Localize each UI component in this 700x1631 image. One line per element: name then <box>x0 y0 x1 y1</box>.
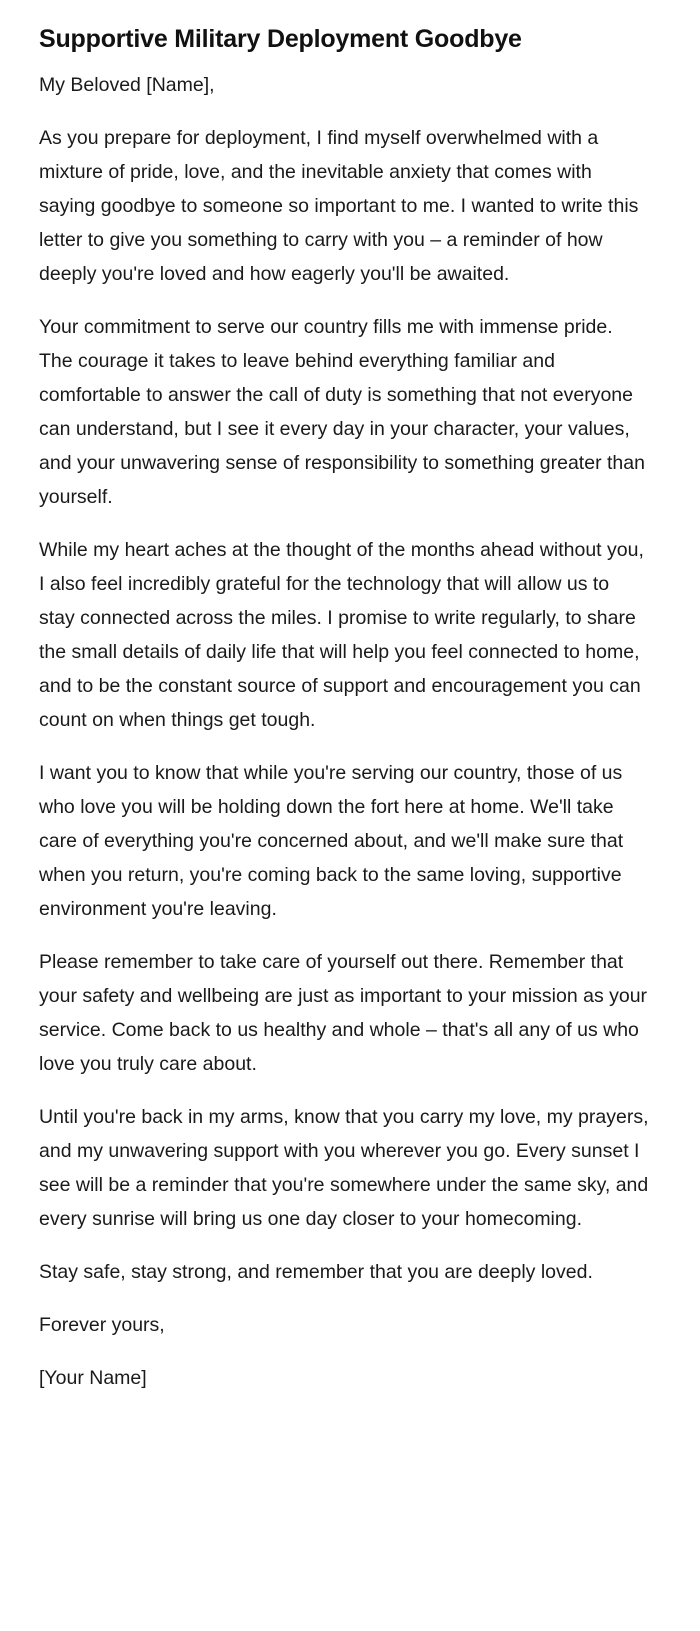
letter-paragraph: Please remember to take care of yourself out there. Remember that your safety and wellbeing are just as important to your mission as your service. Come back to us healthy and whole – that's all any of us who love you truly care about. <box>39 951 648 1075</box>
letter-paragraph: As you prepare for deployment, I find myself overwhelmed with a mixture of pride, love, and the inevitable anxiety that comes with saying goodbye to someone so important to me. I wanted to write this letter to give you something to carry with you – a reminder of how deeply you're loved and how eagerly you'll be awaited. <box>39 127 639 285</box>
letter-paragraph: I want you to know that while you're serving our country, those of us who love you will be holding down the fort here at home. We'll take care of everything you're concerned about, and we'll make sure that when you return, you're coming back to the same loving, supportive environment you're leaving. <box>39 762 624 920</box>
letter-paragraph: Until you're back in my arms, know that you carry my love, my prayers, and my unwavering support with you wherever you go. Every sunset I see will be a reminder that you're somewhere under the same sky, and every sunrise will bring us one day closer to your homecoming. <box>39 1106 649 1230</box>
letter-paragraph: Your commitment to serve our country fills me with immense pride. The courage it takes to leave behind everything familiar and comfortable to answer the call of duty is something that not everyone can understand, but I see it every day in your character, your values, and your unwavering sense of responsibility to something greater than yourself. <box>39 316 645 508</box>
letter-title: Supportive Military Deployment Goodbye <box>39 25 522 53</box>
letter-paragraph: Stay safe, stay strong, and remember that you are deeply loved. <box>39 1261 593 1283</box>
letter-paragraph: While my heart aches at the thought of the months ahead without you, I also feel incredibly grateful for the technology that will allow us to stay connected across the miles. I promise to write regularly, to share the small details of daily life that will help you feel connected to home, and to be the constant source of support and encouragement you can count on when things get tough. <box>39 539 644 731</box>
letter-greeting: My Beloved [Name], <box>39 74 215 96</box>
letter-closing: Forever yours, <box>39 1314 165 1336</box>
letter-signature: [Your Name] <box>39 1367 147 1389</box>
